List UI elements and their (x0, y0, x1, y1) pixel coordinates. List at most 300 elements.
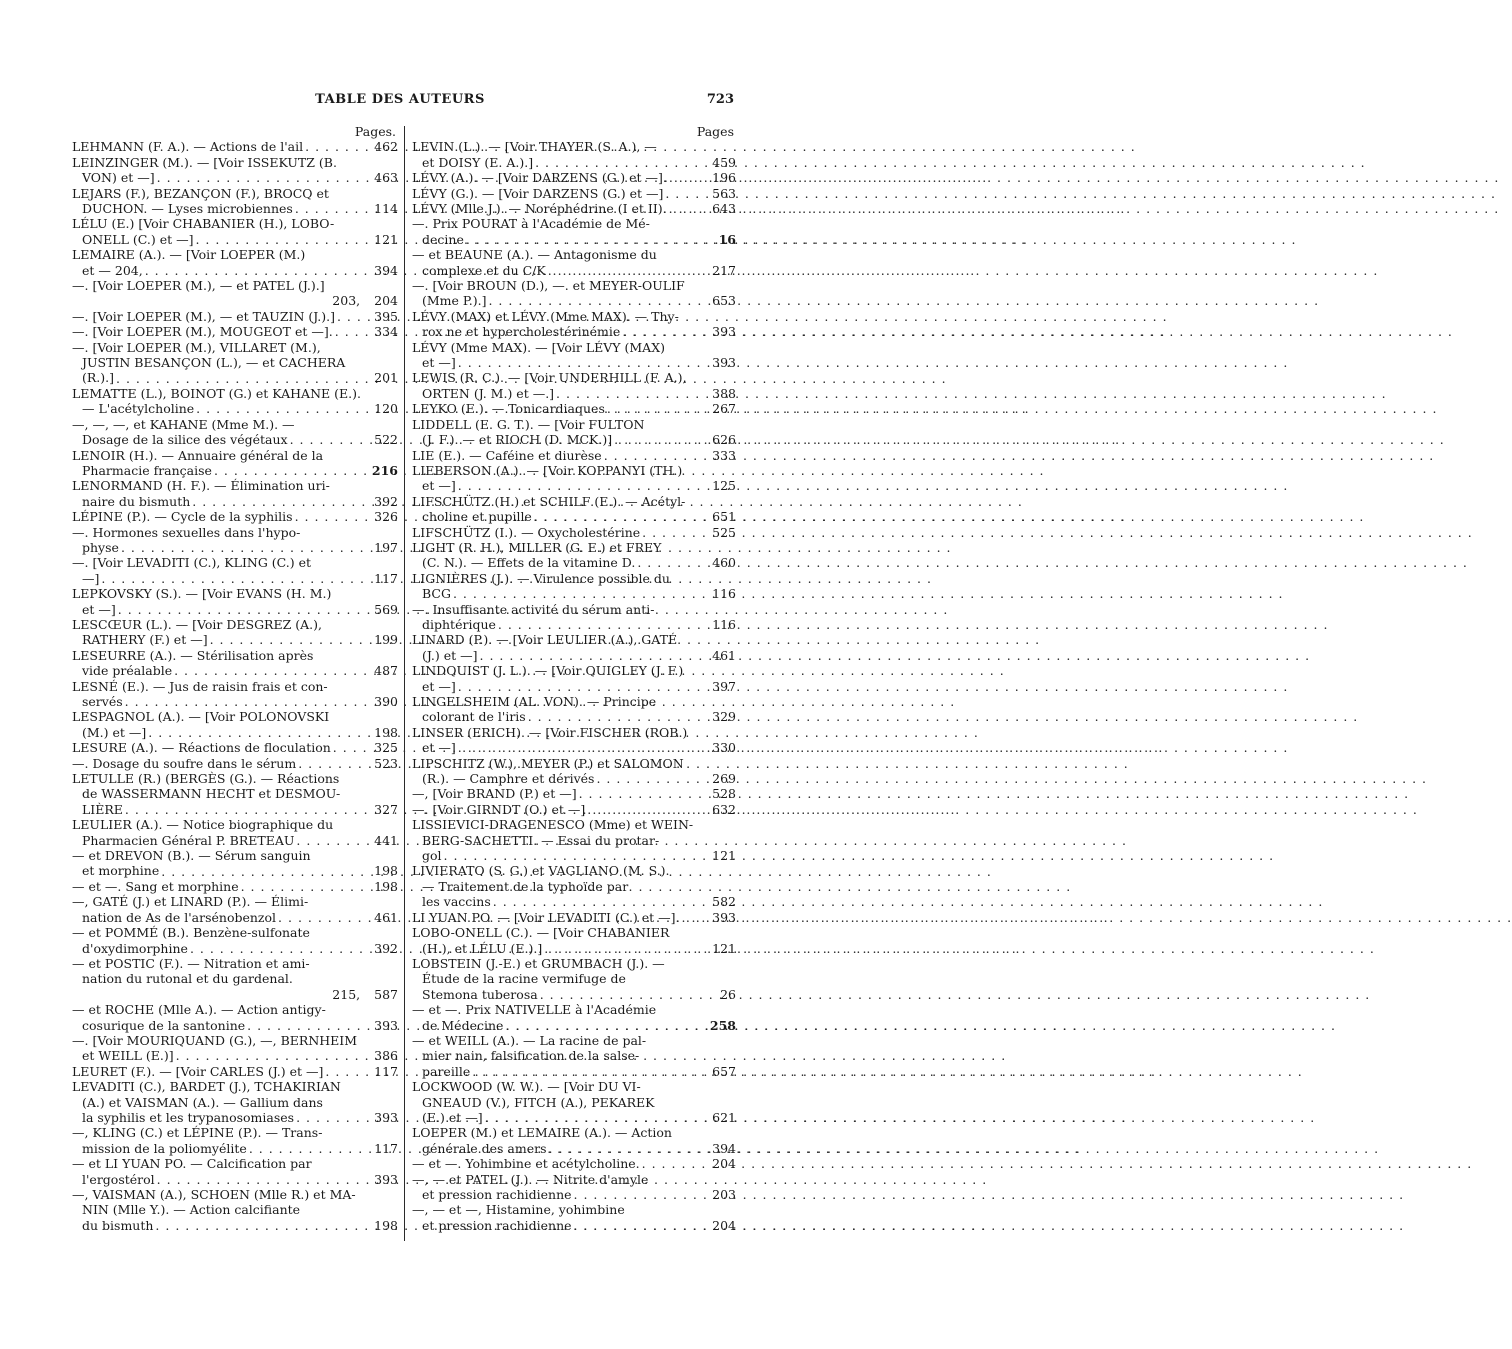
entry-text: (M.) et —] (82, 724, 147, 740)
index-entry (412, 309, 736, 324)
entry-text: LINDQUIST (J. L.). — [Voir QUIGLEY (J. F.) (412, 663, 684, 679)
leader-dots (687, 278, 712, 293)
entry-text: et pression rachidienne (422, 1217, 572, 1233)
entry-page: 394 (712, 1140, 736, 1156)
entry-text: LIDDELL (E. G. T.). — [Voir FULTON (412, 416, 645, 432)
index-entry (72, 956, 398, 971)
index-entry (72, 1110, 398, 1125)
index-entry (72, 340, 398, 355)
leader-dots (313, 848, 374, 863)
index-entry (72, 478, 398, 493)
entry-page: 459 (712, 154, 736, 170)
index-entry (412, 448, 736, 463)
index-entry (72, 910, 398, 925)
entry-text: et —] (422, 678, 456, 694)
entry-text: —. [Voir LOEPER (M.), VILLARET (M.), (72, 339, 321, 355)
index-entry (412, 894, 736, 909)
index-entry (72, 740, 398, 755)
index-entry (72, 216, 398, 231)
entry-text: decine (422, 231, 464, 247)
index-entry (412, 833, 736, 848)
leader-dots (335, 817, 374, 832)
entry-page: 461 (712, 647, 736, 663)
leader-dots (310, 894, 374, 909)
leader-dots (458, 679, 710, 694)
index-entry (412, 786, 736, 801)
entry-text: Dosage de la silice des végétaux (82, 432, 288, 448)
index-entry (72, 1033, 398, 1048)
index-entry (412, 756, 736, 771)
index-entry (412, 1002, 736, 1017)
entry-text: BCG (422, 586, 451, 602)
index-entry (412, 509, 736, 524)
index-entry (412, 709, 736, 724)
index-entry (72, 448, 398, 463)
leader-dots (574, 1218, 711, 1233)
index-entry (412, 432, 736, 447)
entry-page: 333 (712, 447, 736, 463)
leader-dots (669, 201, 711, 216)
leader-dots (312, 925, 374, 940)
leader-dots (667, 956, 712, 971)
leader-dots (643, 1079, 712, 1094)
entry-text: LINGELSHEIM (AL. VON). — Principe (412, 694, 657, 710)
entry-text: LEINZINGER (M.). — [Voir ISSEKUTZ (B. (72, 154, 337, 170)
entry-text: — et POMMÉ (B.). Benzène-sulfonate (72, 925, 310, 941)
index-entry (412, 463, 736, 478)
entry-text: — et POSTIC (F.). — Nitration et ami- (72, 955, 310, 971)
leader-dots (325, 448, 374, 463)
leader-dots (347, 355, 374, 370)
index-entry (412, 155, 736, 170)
entry-text: LESCŒUR (L.). — [Voir DESGREZ (A.), (72, 616, 322, 632)
leader-dots (627, 1202, 712, 1217)
entry-page: 441 (374, 832, 398, 848)
leader-dots (295, 509, 373, 524)
entry-text: et DOISY (E. A.).] (422, 154, 534, 170)
leader-dots (325, 1064, 372, 1079)
index-entry (412, 1079, 736, 1094)
index-entry (72, 1048, 398, 1063)
entry-text: et morphine (82, 863, 160, 879)
entry-text: —. [Voir LEVADITI (C.), KLING (C.) et (72, 555, 312, 571)
column-divider (404, 126, 405, 1241)
entry-page: 653 (712, 293, 736, 309)
entry-page: 393 (374, 1017, 398, 1033)
leader-dots (325, 1095, 374, 1110)
index-entry (412, 355, 736, 370)
leader-dots (648, 1033, 712, 1048)
leader-dots (161, 864, 372, 879)
entry-page: 392 (374, 940, 398, 956)
index-entry (72, 201, 398, 216)
index-entry (412, 216, 736, 231)
leader-dots (628, 971, 712, 986)
index-entry (72, 987, 398, 1002)
leader-dots (681, 309, 712, 324)
entry-text: LIVIERATO (S. G.) et VAGLIANO (M. S.). (412, 863, 670, 879)
leader-dots (297, 417, 374, 432)
leader-dots (505, 1018, 707, 1033)
index-entry (72, 278, 398, 293)
index-entry (412, 941, 736, 956)
entry-text: servés (82, 694, 123, 710)
entry-text: LEWIS (R. C.). — [Voir UNDERHILL (F. A.), (412, 370, 687, 386)
entry-page: 462 (374, 139, 398, 155)
entry-text: —, — et PATEL (J.). — Nitrite d'amyle (412, 1171, 649, 1187)
leader-dots (458, 478, 710, 493)
leader-dots (336, 216, 374, 231)
entry-page: 632 (712, 801, 736, 817)
entry-text: (A.) et VAISMAN (A.). — Gallium dans (82, 1094, 323, 1110)
entry-page: 327 (374, 801, 398, 817)
leader-dots (548, 263, 710, 278)
entry-text: mission de la poliomyélite (82, 1140, 247, 1156)
entry-text: — et BEAUNE (A.). — Antagonisme du (412, 247, 657, 263)
index-entry (412, 925, 736, 940)
entry-text: LIFSCHÜTZ (I.). — Oxycholestérine (412, 524, 641, 540)
index-entry (412, 1033, 736, 1048)
entry-page: 651 (712, 509, 736, 525)
entry-text: de WASSERMANN HECHT et DESMOU- (82, 786, 341, 802)
entry-text: 203, (332, 293, 361, 309)
entry-text: (R.).] (82, 370, 114, 386)
leader-dots (333, 586, 374, 601)
entry-text: —. [Voir LOEPER (M.), — et PATEL (J.).] (72, 278, 325, 294)
leader-dots (148, 725, 372, 740)
index-entry (412, 802, 736, 817)
leader-dots (341, 771, 374, 786)
entry-text: —, —, —, et KAHANE (Mme M.). — (72, 416, 295, 432)
index-entry (72, 386, 398, 401)
index-entry (72, 155, 398, 170)
leader-dots (579, 786, 711, 801)
leader-dots (528, 709, 710, 724)
index-entry (412, 139, 736, 154)
index-entry (412, 263, 736, 278)
index-entry (412, 817, 736, 832)
entry-text: rox ne et hypercholestérinémie (422, 324, 621, 340)
leader-dots (661, 833, 712, 848)
entry-text: —, VAISMAN (A.), SCHOEN (Mlle R.) et MA- (72, 1187, 356, 1203)
index-entry (412, 879, 736, 894)
entry-page: 528 (712, 786, 736, 802)
entry-page: 269 (712, 771, 736, 787)
leader-dots (534, 509, 710, 524)
entry-text: DUCHON. — Lyses microbiennes (82, 201, 293, 217)
index-entry (72, 679, 398, 694)
index-entry (412, 863, 736, 878)
leader-dots (652, 216, 712, 231)
entry-text: l'ergostérol (82, 1171, 155, 1187)
entry-page: 525 (712, 524, 736, 540)
leader-dots (663, 540, 712, 555)
entry-text: LEJARS (F.), BEZANÇON (F.), BROCQ et (72, 185, 329, 201)
index-entry (412, 910, 736, 925)
leader-dots (195, 232, 372, 247)
leader-dots (342, 786, 374, 801)
index-entry (72, 417, 398, 432)
pages-column-label: Pages. (354, 124, 396, 139)
entry-text: —. [Voir LOEPER (M.), MOUGEOT et —]. (72, 324, 333, 340)
index-entry (72, 232, 398, 247)
entry-page: 201 (374, 370, 398, 386)
index-entry (412, 1048, 736, 1063)
entry-text: —. [Voir MOURIQUAND (G.), —, BERNHEIM (72, 1032, 358, 1048)
entry-text: — et —. Yohimbine et acétylcholine. (412, 1156, 640, 1172)
index-entry (72, 370, 398, 385)
index-entry (72, 494, 398, 509)
entry-text: —. [Voir LOEPER (M.), — et TAUZIN (J.).] (72, 308, 335, 324)
index-entry (72, 663, 398, 678)
entry-text: et —] (422, 355, 456, 371)
index-entry (72, 571, 398, 586)
entry-page: 204 (374, 293, 398, 309)
leader-dots (540, 987, 712, 1002)
leader-dots (335, 324, 372, 339)
entry-text: —. [Voir GIRNDT (O.) et —] (412, 801, 586, 817)
running-head (0, 92, 800, 112)
entry-text: nation du rutonal et du gardenal. (82, 971, 293, 987)
entry-page: 267 (712, 401, 736, 417)
entry-page: 116 (712, 586, 736, 602)
leader-dots (155, 1218, 372, 1233)
index-entry (72, 786, 398, 801)
entry-page: 522 (374, 432, 398, 448)
leader-dots (642, 525, 710, 540)
leader-dots (302, 1202, 374, 1217)
index-entry (72, 1218, 398, 1233)
leader-dots (658, 1002, 712, 1017)
index-entry (412, 740, 736, 755)
index-entry (72, 756, 398, 771)
entry-page: 121 (712, 940, 736, 956)
entry-page: 196 (712, 170, 736, 186)
index-entry (412, 679, 736, 694)
index-entry (72, 802, 398, 817)
entry-text: LEPKOVSKY (S.). — [Voir EVANS (H. M.) (72, 586, 332, 602)
leader-dots (305, 139, 372, 154)
index-entry (412, 586, 736, 601)
entry-text: LÉVY (MAX) et LÉVY (Mme MAX). — Thy- (412, 308, 679, 324)
entry-page: 117 (374, 1140, 398, 1156)
entry-text: (J.) et —] (422, 647, 478, 663)
index-entry (412, 1202, 736, 1217)
leader-dots (493, 894, 710, 909)
leader-dots (125, 802, 372, 817)
entry-text: — et —. Prix NATIVELLE à l'Académie (412, 1002, 657, 1018)
leader-dots (249, 1141, 372, 1156)
index-entry (412, 247, 736, 262)
index-entry (72, 1125, 398, 1140)
index-entry (412, 1125, 736, 1140)
index-entry (412, 555, 736, 570)
index-entry (72, 555, 398, 570)
leader-dots (314, 1156, 374, 1171)
entry-text: LI YUAN PO. — [Voir LEVADITI (C.) et —]. (412, 909, 680, 925)
entry-text: et WEILL (E.)] (82, 1048, 174, 1064)
entry-text: (C. N.). — Effets de la vitamine D. (422, 555, 636, 571)
index-entry (72, 170, 398, 185)
entry-text: LÉVY (A.). — [Voir DARZENS (G.) et —]. (412, 170, 667, 186)
index-entry (72, 309, 398, 324)
leader-dots (176, 1048, 373, 1063)
index-entry (72, 971, 398, 986)
entry-text: et —] (422, 478, 456, 494)
index-entry (72, 771, 398, 786)
entry-text: 215, (332, 986, 361, 1002)
index-entry (72, 648, 398, 663)
entry-page: 198 (374, 878, 398, 894)
index-entry (412, 478, 736, 493)
entry-text: LOBSTEIN (J.-E.) et GRUMBACH (J.). — (412, 955, 665, 971)
index-entry (412, 694, 736, 709)
leader-dots (679, 632, 712, 647)
entry-text: LENORMAND (H. F.). — Élimination uri- (72, 478, 330, 494)
index-entry (72, 1202, 398, 1217)
entry-page: 116 (712, 616, 736, 632)
index-entry (412, 417, 736, 432)
index-entry (72, 925, 398, 940)
leader-dots (535, 155, 710, 170)
entry-page: 204 (712, 1156, 736, 1172)
entry-page: 329 (712, 709, 736, 725)
leader-dots (307, 247, 374, 262)
entry-text: LEVIN (L.). — [Voir THAYER (S. A.), — (412, 139, 657, 155)
entry-text: LIGNIÈRES (J.). — Virulence possible du (412, 570, 670, 586)
entry-text: les vaccins (422, 894, 491, 910)
entry-text: RATHERY (F.) et —] (82, 632, 208, 648)
leader-dots (656, 1095, 712, 1110)
entry-page: 395 (374, 308, 398, 324)
index-entry (72, 432, 398, 447)
page-number: 723 (706, 92, 734, 107)
entry-text: nation de As de l'arsénobenzol (82, 909, 277, 925)
leader-dots (453, 586, 710, 601)
index-entry (72, 894, 398, 909)
entry-text: LISSIEVICI-DRAGENESCO (Mme) et WEIN- (412, 817, 694, 833)
index-entry (412, 617, 736, 632)
index-entry (412, 494, 736, 509)
index-entry (72, 709, 398, 724)
entry-text: — et —. Sang et morphine (72, 878, 239, 894)
entry-page: 392 (374, 493, 398, 509)
entry-page: 523 (374, 755, 398, 771)
entry-text: — L'acétylcholine (82, 401, 195, 417)
index-entry (412, 1064, 736, 1079)
entry-text: LIGHT (R. H.), MILLER (G. E.) et FREY (412, 539, 662, 555)
entry-page: 463 (374, 170, 398, 186)
entry-text: LINARD (P.). — [Voir LEULIER (A.), GATÉ (412, 632, 678, 648)
index-entry (412, 1156, 736, 1171)
entry-text: LEULIER (A.). — Notice biographique du (72, 817, 334, 833)
index-entry (412, 401, 736, 416)
index-entry (72, 725, 398, 740)
entry-page: 125 (712, 478, 736, 494)
entry-text: JUSTIN BESANÇON (L.), — et CACHERA (82, 355, 346, 371)
entry-page: 330 (712, 740, 736, 756)
entry-text: LESURE (A.). — Réactions de floculation (72, 740, 331, 756)
entry-text: LEYKO (E.). — Tonicardiaques (412, 401, 605, 417)
entry-page: 621 (712, 1109, 736, 1125)
entry-page: 657 (712, 1063, 736, 1079)
leader-dots (604, 448, 710, 463)
leader-dots (642, 1156, 710, 1171)
entry-page: 121 (374, 231, 398, 247)
entry-text: —. Hormones sexuelles dans l'hypo- (72, 524, 301, 540)
index-entry (72, 817, 398, 832)
leader-dots (488, 293, 710, 308)
entry-page: 569 (374, 601, 398, 617)
leader-dots (646, 417, 712, 432)
leader-dots (332, 478, 374, 493)
index-entry (412, 293, 736, 308)
leader-dots (327, 278, 374, 293)
entry-page: 199 (374, 632, 398, 648)
entry-text: (Mme P.).] (422, 293, 487, 309)
entry-page: 325 (374, 740, 398, 756)
index-entry (72, 139, 398, 154)
entry-page: 487 (374, 663, 398, 679)
leader-dots (458, 740, 710, 755)
leader-dots (358, 1187, 374, 1202)
entry-text: LOBO-ONELL (C.). — [Voir CHABANIER (412, 925, 670, 941)
entry-text: —, — et —, Histamine, yohimbine (412, 1202, 625, 1218)
leader-dots (295, 201, 372, 216)
leader-dots (302, 525, 374, 540)
entry-page: 16 (718, 231, 736, 247)
entry-text: diphtérique (422, 616, 496, 632)
leader-dots (695, 817, 712, 832)
leader-dots (333, 740, 372, 755)
leader-dots (157, 170, 373, 185)
entry-page: 258 (709, 1017, 736, 1033)
leader-dots (674, 1125, 712, 1140)
leader-dots (298, 756, 372, 771)
leader-dots (466, 232, 712, 247)
entry-page: 563 (712, 185, 736, 201)
index-entry (412, 170, 736, 185)
index-entry (412, 987, 736, 1002)
leader-dots (339, 155, 374, 170)
entry-text: LESPAGNOL (A.). — [Voir POLONOVSKI (72, 709, 330, 725)
entry-text: ORTEN (J. M.) et —.] (422, 385, 555, 401)
index-entry (72, 1156, 398, 1171)
leader-dots (278, 910, 372, 925)
leader-dots (596, 771, 710, 786)
entry-text: LEURET (F.). — [Voir CARLES (J.) et —] (72, 1063, 324, 1079)
index-entry (412, 186, 736, 201)
index-entry (412, 663, 736, 678)
leader-dots (296, 833, 372, 848)
index-entry (412, 602, 736, 617)
entry-text: naire du bismuth (82, 493, 191, 509)
leader-dots (672, 571, 712, 586)
entry-text: (H.), et LÉLU (E.).] (422, 940, 543, 956)
entry-text: Étude de la racine vermifuge de (422, 971, 626, 987)
index-entry (412, 725, 736, 740)
entry-text: LEHMANN (F. A.). — Actions de l'ail (72, 139, 304, 155)
leader-dots (190, 941, 372, 956)
index-entry (412, 848, 736, 863)
left-column (72, 124, 398, 1233)
leader-dots (665, 186, 710, 201)
entry-page: 394 (374, 262, 398, 278)
leader-dots (667, 340, 712, 355)
leader-dots (331, 186, 374, 201)
leader-dots (337, 309, 372, 324)
index-entry (412, 1110, 736, 1125)
